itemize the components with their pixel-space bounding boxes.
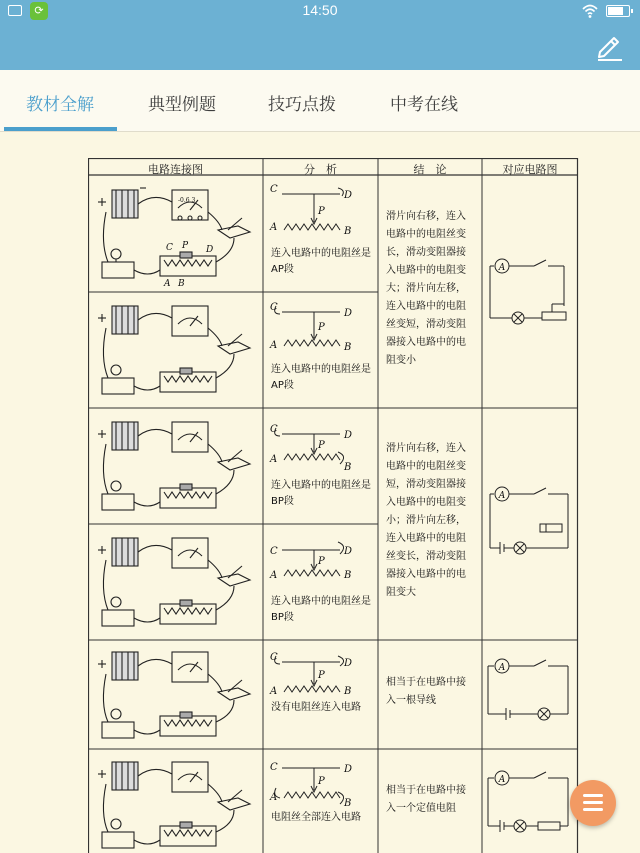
- circuit-diagram-3: [486, 656, 572, 722]
- label-a: A: [270, 570, 278, 581]
- analysis-text-6: 电阻丝全部连入电路: [271, 812, 361, 823]
- meter-scale-label: -0.6 3: [178, 197, 196, 204]
- circuit-diagram-2: [486, 482, 572, 558]
- battery-icon: [606, 5, 630, 17]
- analysis-text-3: 连入电路中的电阻丝是BP段: [271, 480, 371, 507]
- label-c: C: [270, 184, 278, 195]
- analysis-text-1: 连入电路中的电阻丝是AP段: [271, 248, 371, 275]
- rheostat-schematic-3: [268, 414, 358, 472]
- circuit-diagram-4: [486, 768, 572, 834]
- rheostat-schematic-1: [268, 180, 358, 238]
- apparatus-photo-5: [94, 644, 259, 746]
- ammeter-symbol: A: [498, 263, 506, 273]
- menu-icon-bar: [583, 801, 603, 804]
- label-p: P: [318, 206, 325, 217]
- label-d: D: [344, 546, 353, 557]
- label-d: D: [344, 308, 353, 319]
- label-b: B: [344, 570, 352, 581]
- tab-bar: [0, 70, 640, 132]
- conclusion-text-3: 相当于在电路中接入一根导线: [386, 677, 466, 706]
- tab-typical-examples[interactable]: 典型例题: [148, 95, 216, 115]
- tab-textbook-explanation[interactable]: 教材全解: [26, 95, 94, 115]
- label-a: A: [270, 686, 278, 697]
- ammeter-symbol: A: [498, 663, 506, 673]
- ammeter-symbol: A: [498, 491, 506, 501]
- analysis-text-2: 连入电路中的电阻丝是AP段: [271, 364, 371, 391]
- label-b: B: [344, 462, 352, 472]
- header-conclusion: 结 论: [413, 163, 447, 176]
- label-b: B: [344, 342, 352, 353]
- rheostat-schematic-4: [268, 530, 358, 588]
- label-a: A: [270, 454, 278, 465]
- label-p: P: [318, 776, 325, 787]
- label-a: A: [270, 222, 278, 233]
- photo-label-c: C: [166, 243, 173, 253]
- label-b: B: [344, 798, 352, 809]
- header-circuit-diagram: 对应电路图: [502, 163, 558, 176]
- rheostat-schematic-5: [268, 646, 358, 702]
- tab-exam-online[interactable]: 中考在线: [390, 95, 458, 115]
- apparatus-photo-1: [94, 182, 259, 288]
- rheostat-schematic-2: [268, 298, 358, 356]
- photo-label-p: P: [182, 241, 189, 251]
- apparatus-photo-4: [94, 530, 259, 636]
- label-p: P: [318, 556, 325, 567]
- header-analysis: 分 析: [304, 163, 337, 176]
- rheostat-schematic-6: [268, 756, 358, 812]
- label-d: D: [344, 190, 353, 201]
- wifi-icon: [582, 3, 598, 19]
- menu-icon-bar: [583, 808, 603, 811]
- apparatus-photo-6: [94, 754, 259, 853]
- label-a: A: [270, 792, 278, 803]
- photo-label-b: B: [178, 279, 185, 288]
- label-p: P: [318, 670, 325, 681]
- analysis-text-4: 连入电路中的电阻丝是BP段: [271, 596, 371, 623]
- edit-pencil-icon[interactable]: [594, 30, 626, 62]
- header-circuit-photo: 电路连接图: [148, 163, 203, 176]
- conclusion-text-2: 滑片向右移，连入电路中的电阻丝变短，滑动变阻器接入电路中的电阻变小；滑片向左移，连入电路中的电阻丝变长，滑动变阻器接入电路中的电阻变大: [386, 443, 466, 598]
- label-c: C: [270, 652, 278, 663]
- textbook-table: [88, 158, 583, 853]
- ammeter-symbol: A: [498, 775, 506, 785]
- label-p: P: [318, 440, 325, 451]
- photo-label-a: A: [164, 279, 171, 288]
- tab-tips[interactable]: 技巧点拨: [268, 95, 336, 115]
- label-d: D: [344, 658, 353, 669]
- label-b: B: [344, 686, 352, 697]
- active-tab-indicator: [4, 127, 117, 131]
- menu-fab-button[interactable]: [570, 780, 616, 826]
- status-bar: [0, 0, 640, 22]
- analysis-text-5: 没有电阻丝连入电路: [271, 702, 361, 713]
- label-b: B: [344, 226, 352, 237]
- conclusion-text-1: 滑片向右移，连入电路中的电阻丝变长，滑动变阻器接入电路中的电阻变大；滑片向左移，连入电路中的电阻丝变短，滑动变阻器接入电路中的电阻变小: [386, 211, 466, 366]
- label-c: C: [270, 762, 278, 773]
- apparatus-photo-2: [94, 298, 259, 404]
- apparatus-photo-3: [94, 414, 259, 520]
- label-c: C: [270, 546, 278, 557]
- photo-label-d: D: [206, 245, 214, 255]
- menu-icon: [583, 794, 603, 797]
- conclusion-text-4: 相当于在电路中接入一个定值电阻: [386, 785, 466, 814]
- label-d: D: [344, 430, 353, 441]
- label-a: A: [270, 340, 278, 351]
- sync-app-icon: ⟳: [30, 2, 48, 20]
- label-c: C: [270, 302, 278, 313]
- status-time: 14:50: [302, 2, 338, 18]
- label-p: P: [318, 322, 325, 333]
- label-c: C: [270, 424, 278, 435]
- circuit-diagram-1: [486, 254, 572, 326]
- app-bar: [0, 22, 640, 70]
- label-d: D: [344, 764, 353, 775]
